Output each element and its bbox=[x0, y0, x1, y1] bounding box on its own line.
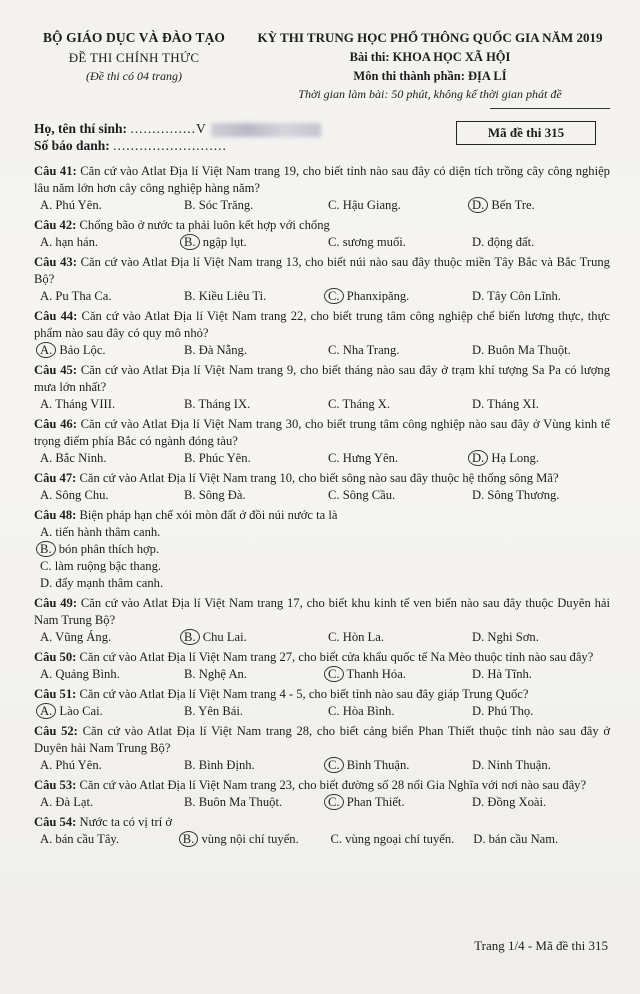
answer-option bbox=[34, 831, 177, 848]
answer-option bbox=[34, 450, 178, 467]
answer-text: Sông Thương. bbox=[487, 488, 560, 502]
question-item bbox=[34, 649, 610, 683]
student-id-row bbox=[34, 138, 321, 155]
answer-text: Tháng IX. bbox=[198, 397, 251, 411]
answer-option bbox=[466, 703, 610, 720]
question-item bbox=[34, 507, 610, 592]
question-text: Căn cứ vào Atlat Địa lí Việt Nam trang 27, cho biết cửa khẩu quốc tế Na Mèo thuộc tỉnh nào sau đây? bbox=[79, 650, 594, 664]
question-text: Căn cứ vào Atlat Địa lí Việt Nam trang 23, cho biết đường số 28 nối Gia Nghĩa với nơi nào sau đây? bbox=[79, 778, 587, 792]
answer-text: Bến Tre. bbox=[491, 198, 535, 212]
answer-option bbox=[178, 197, 322, 214]
answer-text: làm ruộng bậc thang. bbox=[54, 559, 162, 573]
answer-text: Sông Đà. bbox=[198, 488, 246, 502]
answer-letter: A. bbox=[40, 397, 53, 411]
answer-option bbox=[322, 396, 466, 413]
question-text: Căn cứ vào Atlat Địa lí Việt Nam trang 9, cho biết tháng nào sau đây ở trạm khí tượng Sa Pa có lượng mưa lớn nhất? bbox=[34, 363, 610, 394]
redacted-name bbox=[211, 123, 321, 137]
answer-text: sương muối. bbox=[342, 235, 406, 249]
answer-text: Phanxipăng. bbox=[346, 289, 410, 303]
question-stem bbox=[34, 723, 610, 757]
answer-text: Sóc Trăng. bbox=[198, 198, 254, 212]
answer-text: vùng nội chí tuyến. bbox=[201, 832, 299, 846]
answer-letter: D. bbox=[472, 343, 485, 357]
answer-option bbox=[34, 703, 178, 720]
answer-option bbox=[178, 342, 322, 359]
answer-text: Buôn Ma Thuột. bbox=[487, 343, 571, 357]
answer-option bbox=[178, 450, 322, 467]
answer-options bbox=[34, 524, 610, 592]
answer-letter: C. bbox=[328, 630, 340, 644]
answer-option bbox=[322, 487, 466, 504]
answer-letter: D. bbox=[472, 704, 485, 718]
answer-text: Quảng Bình. bbox=[55, 667, 120, 681]
question-item bbox=[34, 217, 610, 251]
answer-options bbox=[34, 288, 610, 305]
circled-answer-letter: D. bbox=[468, 197, 488, 213]
header-left bbox=[34, 30, 234, 109]
question-item bbox=[34, 416, 610, 467]
answer-letter: A. bbox=[40, 758, 53, 772]
answer-text: Tây Côn Lĩnh. bbox=[487, 289, 561, 303]
answer-text: Phú Yên. bbox=[55, 758, 102, 772]
circled-answer-letter: C. bbox=[324, 794, 344, 810]
answer-option bbox=[466, 342, 610, 359]
answer-options bbox=[34, 450, 610, 467]
question-text: Chống bão ở nước ta phải luôn kết hợp với chống bbox=[79, 218, 330, 232]
answer-letter: D. bbox=[473, 832, 486, 846]
answer-text: Pu Tha Ca. bbox=[55, 289, 112, 303]
answer-option bbox=[466, 450, 610, 467]
answer-option bbox=[466, 487, 610, 504]
answer-letter: B. bbox=[184, 397, 196, 411]
answer-option bbox=[322, 288, 466, 305]
answer-text: Nghệ An. bbox=[198, 667, 247, 681]
question-item bbox=[34, 814, 610, 848]
answer-letter: C. bbox=[328, 488, 340, 502]
answer-letter: A. bbox=[40, 630, 53, 644]
page-footer: Trang 1/4 - Mã đề thi 315 bbox=[474, 938, 608, 953]
answer-options bbox=[34, 703, 610, 720]
answer-option bbox=[177, 831, 325, 848]
answer-options bbox=[34, 396, 610, 413]
answer-text: bón phân thích hợp. bbox=[58, 542, 160, 556]
answer-text: Yên Bái. bbox=[198, 704, 244, 718]
question-stem bbox=[34, 777, 610, 794]
question-item bbox=[34, 362, 610, 413]
answer-letter: B. bbox=[184, 289, 196, 303]
answer-text: Thanh Hóa. bbox=[346, 667, 406, 681]
question-stem bbox=[34, 217, 610, 234]
question-text: Căn cứ vào Atlat Địa lí Việt Nam trang 4 - 5, cho biết tỉnh nào sau đây giáp Trung Quốc? bbox=[79, 687, 529, 701]
answer-option bbox=[178, 487, 322, 504]
question-number: Câu 43: bbox=[34, 255, 77, 269]
answer-letter: C. bbox=[328, 451, 340, 465]
answer-text: Phú Yên. bbox=[55, 198, 102, 212]
answer-text: bán cầu Tây. bbox=[55, 832, 120, 846]
answer-text: tiến hành thâm canh. bbox=[55, 525, 161, 539]
question-number: Câu 49: bbox=[34, 596, 78, 610]
question-text: Biện pháp hạn chế xói mòn đất ở đồi núi nước ta là bbox=[79, 508, 338, 522]
answer-letter: A. bbox=[40, 488, 53, 502]
answer-text: Nha Trang. bbox=[342, 343, 400, 357]
answer-option bbox=[322, 703, 466, 720]
header-right bbox=[250, 30, 610, 109]
answer-option bbox=[466, 757, 610, 774]
question-stem bbox=[34, 595, 610, 629]
question-item bbox=[34, 470, 610, 504]
answer-letter: B. bbox=[184, 343, 196, 357]
question-number: Câu 50: bbox=[34, 650, 77, 664]
answer-option bbox=[34, 575, 324, 592]
question-item bbox=[34, 595, 610, 646]
answer-option bbox=[466, 794, 610, 811]
student-fields bbox=[34, 121, 321, 155]
answer-text: Bình Định. bbox=[198, 758, 255, 772]
answer-letter: B. bbox=[184, 667, 196, 681]
exam-header bbox=[34, 30, 610, 109]
answer-option bbox=[466, 197, 610, 214]
answer-letter: D. bbox=[472, 630, 485, 644]
answer-text: hạn hán. bbox=[55, 235, 99, 249]
answer-options bbox=[34, 342, 610, 359]
answer-text: Hạ Long. bbox=[491, 451, 539, 465]
answer-option bbox=[34, 396, 178, 413]
answer-text: Phú Thọ. bbox=[487, 704, 534, 718]
answer-text: Ninh Thuận. bbox=[487, 758, 551, 772]
question-number: Câu 48: bbox=[34, 508, 77, 522]
question-number: Câu 41: bbox=[34, 164, 77, 178]
exam-subject: Bài thi: KHOA HỌC XÃ HỘI bbox=[349, 50, 511, 64]
answer-letter: D. bbox=[472, 235, 485, 249]
answer-option bbox=[322, 629, 466, 646]
circled-answer-letter: D. bbox=[468, 450, 488, 466]
answer-option bbox=[34, 757, 178, 774]
answer-option bbox=[34, 666, 178, 683]
answer-letter: C. bbox=[330, 832, 343, 846]
question-text: Căn cứ vào Atlat Địa lí Việt Nam trang 22, cho biết trung tâm công nghiệp chế biến lương thực, thực phẩm nào sau đây có quy mô nhỏ? bbox=[34, 309, 610, 340]
answer-option bbox=[466, 288, 610, 305]
answer-text: Tháng XI. bbox=[487, 397, 539, 411]
question-text: Căn cứ vào Atlat Địa lí Việt Nam trang 10, cho biết sông nào sau đây thuộc hệ thống sông Mã? bbox=[79, 471, 559, 485]
answer-options bbox=[34, 757, 610, 774]
answer-option bbox=[322, 794, 466, 811]
question-item bbox=[34, 777, 610, 811]
answer-letter: C. bbox=[328, 235, 340, 249]
question-stem bbox=[34, 362, 610, 396]
answer-text: Đà Lạt. bbox=[55, 795, 94, 809]
answer-options bbox=[34, 629, 610, 646]
answer-letter: D. bbox=[472, 397, 485, 411]
question-stem bbox=[34, 686, 610, 703]
circled-answer-letter: B. bbox=[179, 831, 199, 847]
exam-time: Thời gian làm bài: 50 phút, không kể thời gian phát đề bbox=[298, 87, 562, 101]
question-number: Câu 45: bbox=[34, 363, 78, 377]
answer-options bbox=[34, 234, 610, 251]
answer-text: động đất. bbox=[487, 235, 535, 249]
answer-text: Vũng Áng. bbox=[55, 630, 112, 644]
circled-answer-letter: B. bbox=[36, 541, 56, 557]
answer-option bbox=[34, 794, 178, 811]
answer-text: Bắc Ninh. bbox=[55, 451, 107, 465]
answer-letter: D. bbox=[472, 758, 485, 772]
answer-letter: D. bbox=[472, 289, 485, 303]
answer-text: Đà Nẵng. bbox=[198, 343, 247, 357]
answer-text: Phúc Yên. bbox=[198, 451, 251, 465]
answer-text: bán cầu Nam. bbox=[488, 832, 559, 846]
answer-text: Nghi Sơn. bbox=[487, 630, 539, 644]
question-item bbox=[34, 308, 610, 359]
answer-letter: D. bbox=[40, 576, 53, 590]
answer-letter: D. bbox=[472, 667, 485, 681]
answer-letter: B. bbox=[184, 451, 196, 465]
answer-option bbox=[178, 703, 322, 720]
answer-option bbox=[322, 666, 466, 683]
answer-text: vùng ngoại chí tuyến. bbox=[345, 832, 455, 846]
student-name-label: Họ, tên thí sinh: bbox=[34, 121, 128, 136]
answer-letter: B. bbox=[184, 758, 196, 772]
student-id-label: Số báo danh: bbox=[34, 138, 110, 153]
question-number: Câu 46: bbox=[34, 417, 77, 431]
question-number: Câu 51: bbox=[34, 687, 77, 701]
answer-option bbox=[178, 666, 322, 683]
exam-code-box: Mã đề thi 315 bbox=[456, 121, 596, 145]
question-number: Câu 52: bbox=[34, 724, 78, 738]
answer-text: Đồng Xoài. bbox=[487, 795, 547, 809]
answer-option bbox=[34, 558, 324, 575]
answer-text: Tháng X. bbox=[342, 397, 391, 411]
student-info bbox=[34, 121, 610, 155]
answer-options bbox=[34, 794, 610, 811]
answer-option bbox=[322, 234, 466, 251]
question-number: Câu 47: bbox=[34, 471, 77, 485]
answer-option bbox=[34, 288, 178, 305]
question-stem bbox=[34, 308, 610, 342]
question-text: Căn cứ vào Atlat Địa lí Việt Nam trang 17, cho biết khu kinh tế ven biển nào sau đây thuộc Duyên hải Nam Trung Bộ? bbox=[34, 596, 610, 627]
question-item bbox=[34, 723, 610, 774]
answer-option bbox=[466, 234, 610, 251]
answer-option bbox=[34, 629, 178, 646]
answer-option bbox=[178, 629, 322, 646]
answer-text: Bảo Lộc. bbox=[59, 343, 106, 357]
question-text: Nước ta có vị trí ở bbox=[79, 815, 173, 829]
answer-option bbox=[178, 288, 322, 305]
circled-answer-letter: B. bbox=[180, 629, 200, 645]
answer-text: Chu Lai. bbox=[202, 630, 247, 644]
question-stem bbox=[34, 416, 610, 450]
question-stem bbox=[34, 814, 610, 831]
answer-text: Bình Thuận. bbox=[346, 758, 410, 772]
answer-text: ngập lụt. bbox=[202, 235, 247, 249]
exam-title: KỲ THI TRUNG HỌC PHỔ THÔNG QUỐC GIA NĂM 2019 bbox=[257, 30, 603, 45]
page-count-note: (Đề thi có 04 trang) bbox=[86, 69, 182, 83]
answer-option bbox=[466, 629, 610, 646]
answer-letter: C. bbox=[328, 343, 340, 357]
answer-option bbox=[467, 831, 610, 848]
answer-letter: C. bbox=[328, 198, 340, 212]
answer-letter: A. bbox=[40, 235, 53, 249]
student-name-row bbox=[34, 121, 321, 138]
answer-letter: A. bbox=[40, 795, 53, 809]
question-text: Căn cứ vào Atlat Địa lí Việt Nam trang 19, cho biết tỉnh nào sau đây có diện tích trồng cây công nghiệp lâu năm lớn hơn cây công nghiệp hàng năm? bbox=[34, 164, 610, 195]
answer-options bbox=[34, 831, 610, 848]
question-item bbox=[34, 254, 610, 305]
answer-option bbox=[34, 234, 178, 251]
answer-letter: B. bbox=[184, 704, 196, 718]
question-number: Câu 44: bbox=[34, 309, 78, 323]
answer-text: Buôn Ma Thuột. bbox=[198, 795, 283, 809]
question-stem bbox=[34, 254, 610, 288]
answer-text: Kiều Liêu Ti. bbox=[198, 289, 267, 303]
answer-text: Lào Cai. bbox=[59, 704, 103, 718]
circled-answer-letter: C. bbox=[324, 666, 344, 682]
student-name-value: V bbox=[196, 121, 207, 136]
answer-options bbox=[34, 666, 610, 683]
answer-letter: A. bbox=[40, 525, 53, 539]
answer-option bbox=[34, 541, 324, 558]
answer-letter: D. bbox=[472, 795, 485, 809]
answer-letter: B. bbox=[184, 795, 196, 809]
answer-option bbox=[178, 396, 322, 413]
answer-text: Phan Thiết. bbox=[346, 795, 405, 809]
answer-letter: A. bbox=[40, 198, 53, 212]
student-id-dots: .......................... bbox=[113, 138, 227, 153]
answer-text: đẩy mạnh thâm canh. bbox=[55, 576, 164, 590]
answer-option bbox=[324, 831, 467, 848]
answer-options bbox=[34, 487, 610, 504]
answer-option bbox=[322, 197, 466, 214]
ministry-name: BỘ GIÁO DỤC VÀ ĐÀO TẠO bbox=[42, 30, 226, 45]
answer-option bbox=[322, 757, 466, 774]
question-number: Câu 53: bbox=[34, 778, 77, 792]
question-number: Câu 54: bbox=[34, 815, 77, 829]
question-stem bbox=[34, 163, 610, 197]
answer-letter: C. bbox=[328, 397, 340, 411]
answer-letter: A. bbox=[40, 451, 53, 465]
question-text: Căn cứ vào Atlat Địa lí Việt Nam trang 13, cho biết núi nào sau đây thuộc miền Tây Bắc và Bắc Trung Bộ? bbox=[34, 255, 610, 286]
circled-answer-letter: B. bbox=[180, 234, 200, 250]
answer-letter: C. bbox=[328, 704, 340, 718]
answer-option bbox=[34, 524, 324, 541]
answer-letter: A. bbox=[40, 289, 53, 303]
answer-option bbox=[178, 234, 322, 251]
question-stem bbox=[34, 470, 610, 487]
answer-text: Sông Chu. bbox=[55, 488, 109, 502]
official-label: ĐỀ THI CHÍNH THỨC bbox=[68, 50, 200, 65]
answer-letter: B. bbox=[184, 488, 196, 502]
circled-answer-letter: A. bbox=[36, 342, 56, 358]
answer-option bbox=[466, 396, 610, 413]
answer-text: Sông Cầu. bbox=[342, 488, 396, 502]
question-item bbox=[34, 686, 610, 720]
exam-component: Môn thi thành phần: ĐỊA LÍ bbox=[353, 69, 507, 83]
header-divider bbox=[490, 108, 610, 109]
answer-options bbox=[34, 197, 610, 214]
answer-letter: D. bbox=[472, 488, 485, 502]
circled-answer-letter: C. bbox=[324, 757, 344, 773]
answer-option bbox=[34, 197, 178, 214]
answer-text: Hậu Giang. bbox=[342, 198, 401, 212]
answer-option bbox=[34, 487, 178, 504]
question-stem bbox=[34, 507, 610, 524]
answer-option bbox=[178, 757, 322, 774]
answer-text: Hà Tĩnh. bbox=[487, 667, 532, 681]
answer-text: Tháng VIII. bbox=[55, 397, 116, 411]
question-text: Căn cứ vào Atlat Địa lí Việt Nam trang 30, cho biết trung tâm công nghiệp nào sau đây ở Vùng kinh tế trọng điểm phía Bắc có ngành đóng tàu? bbox=[34, 417, 610, 448]
student-name-dots: ............... bbox=[130, 121, 197, 136]
question-text: Căn cứ vào Atlat Địa lí Việt Nam trang 28, cho biết cảng biển Phan Thiết thuộc tỉnh nào sau đây ở Duyên hải Nam Trung Bộ? bbox=[34, 724, 610, 755]
answer-option bbox=[178, 794, 322, 811]
circled-answer-letter: C. bbox=[324, 288, 344, 304]
answer-text: Hòa Bình. bbox=[342, 704, 395, 718]
question-stem bbox=[34, 649, 610, 666]
answer-letter: B. bbox=[184, 198, 196, 212]
answer-letter: A. bbox=[40, 832, 53, 846]
answer-option bbox=[466, 666, 610, 683]
answer-option bbox=[322, 342, 466, 359]
answer-letter: A. bbox=[40, 667, 53, 681]
answer-text: Hưng Yên. bbox=[342, 451, 399, 465]
question-number: Câu 42: bbox=[34, 218, 77, 232]
answer-option bbox=[322, 450, 466, 467]
answer-letter: C. bbox=[40, 559, 52, 573]
circled-answer-letter: A. bbox=[36, 703, 56, 719]
answer-text: Hòn La. bbox=[342, 630, 384, 644]
question-list bbox=[34, 163, 610, 848]
question-item bbox=[34, 163, 610, 214]
answer-option bbox=[34, 342, 178, 359]
